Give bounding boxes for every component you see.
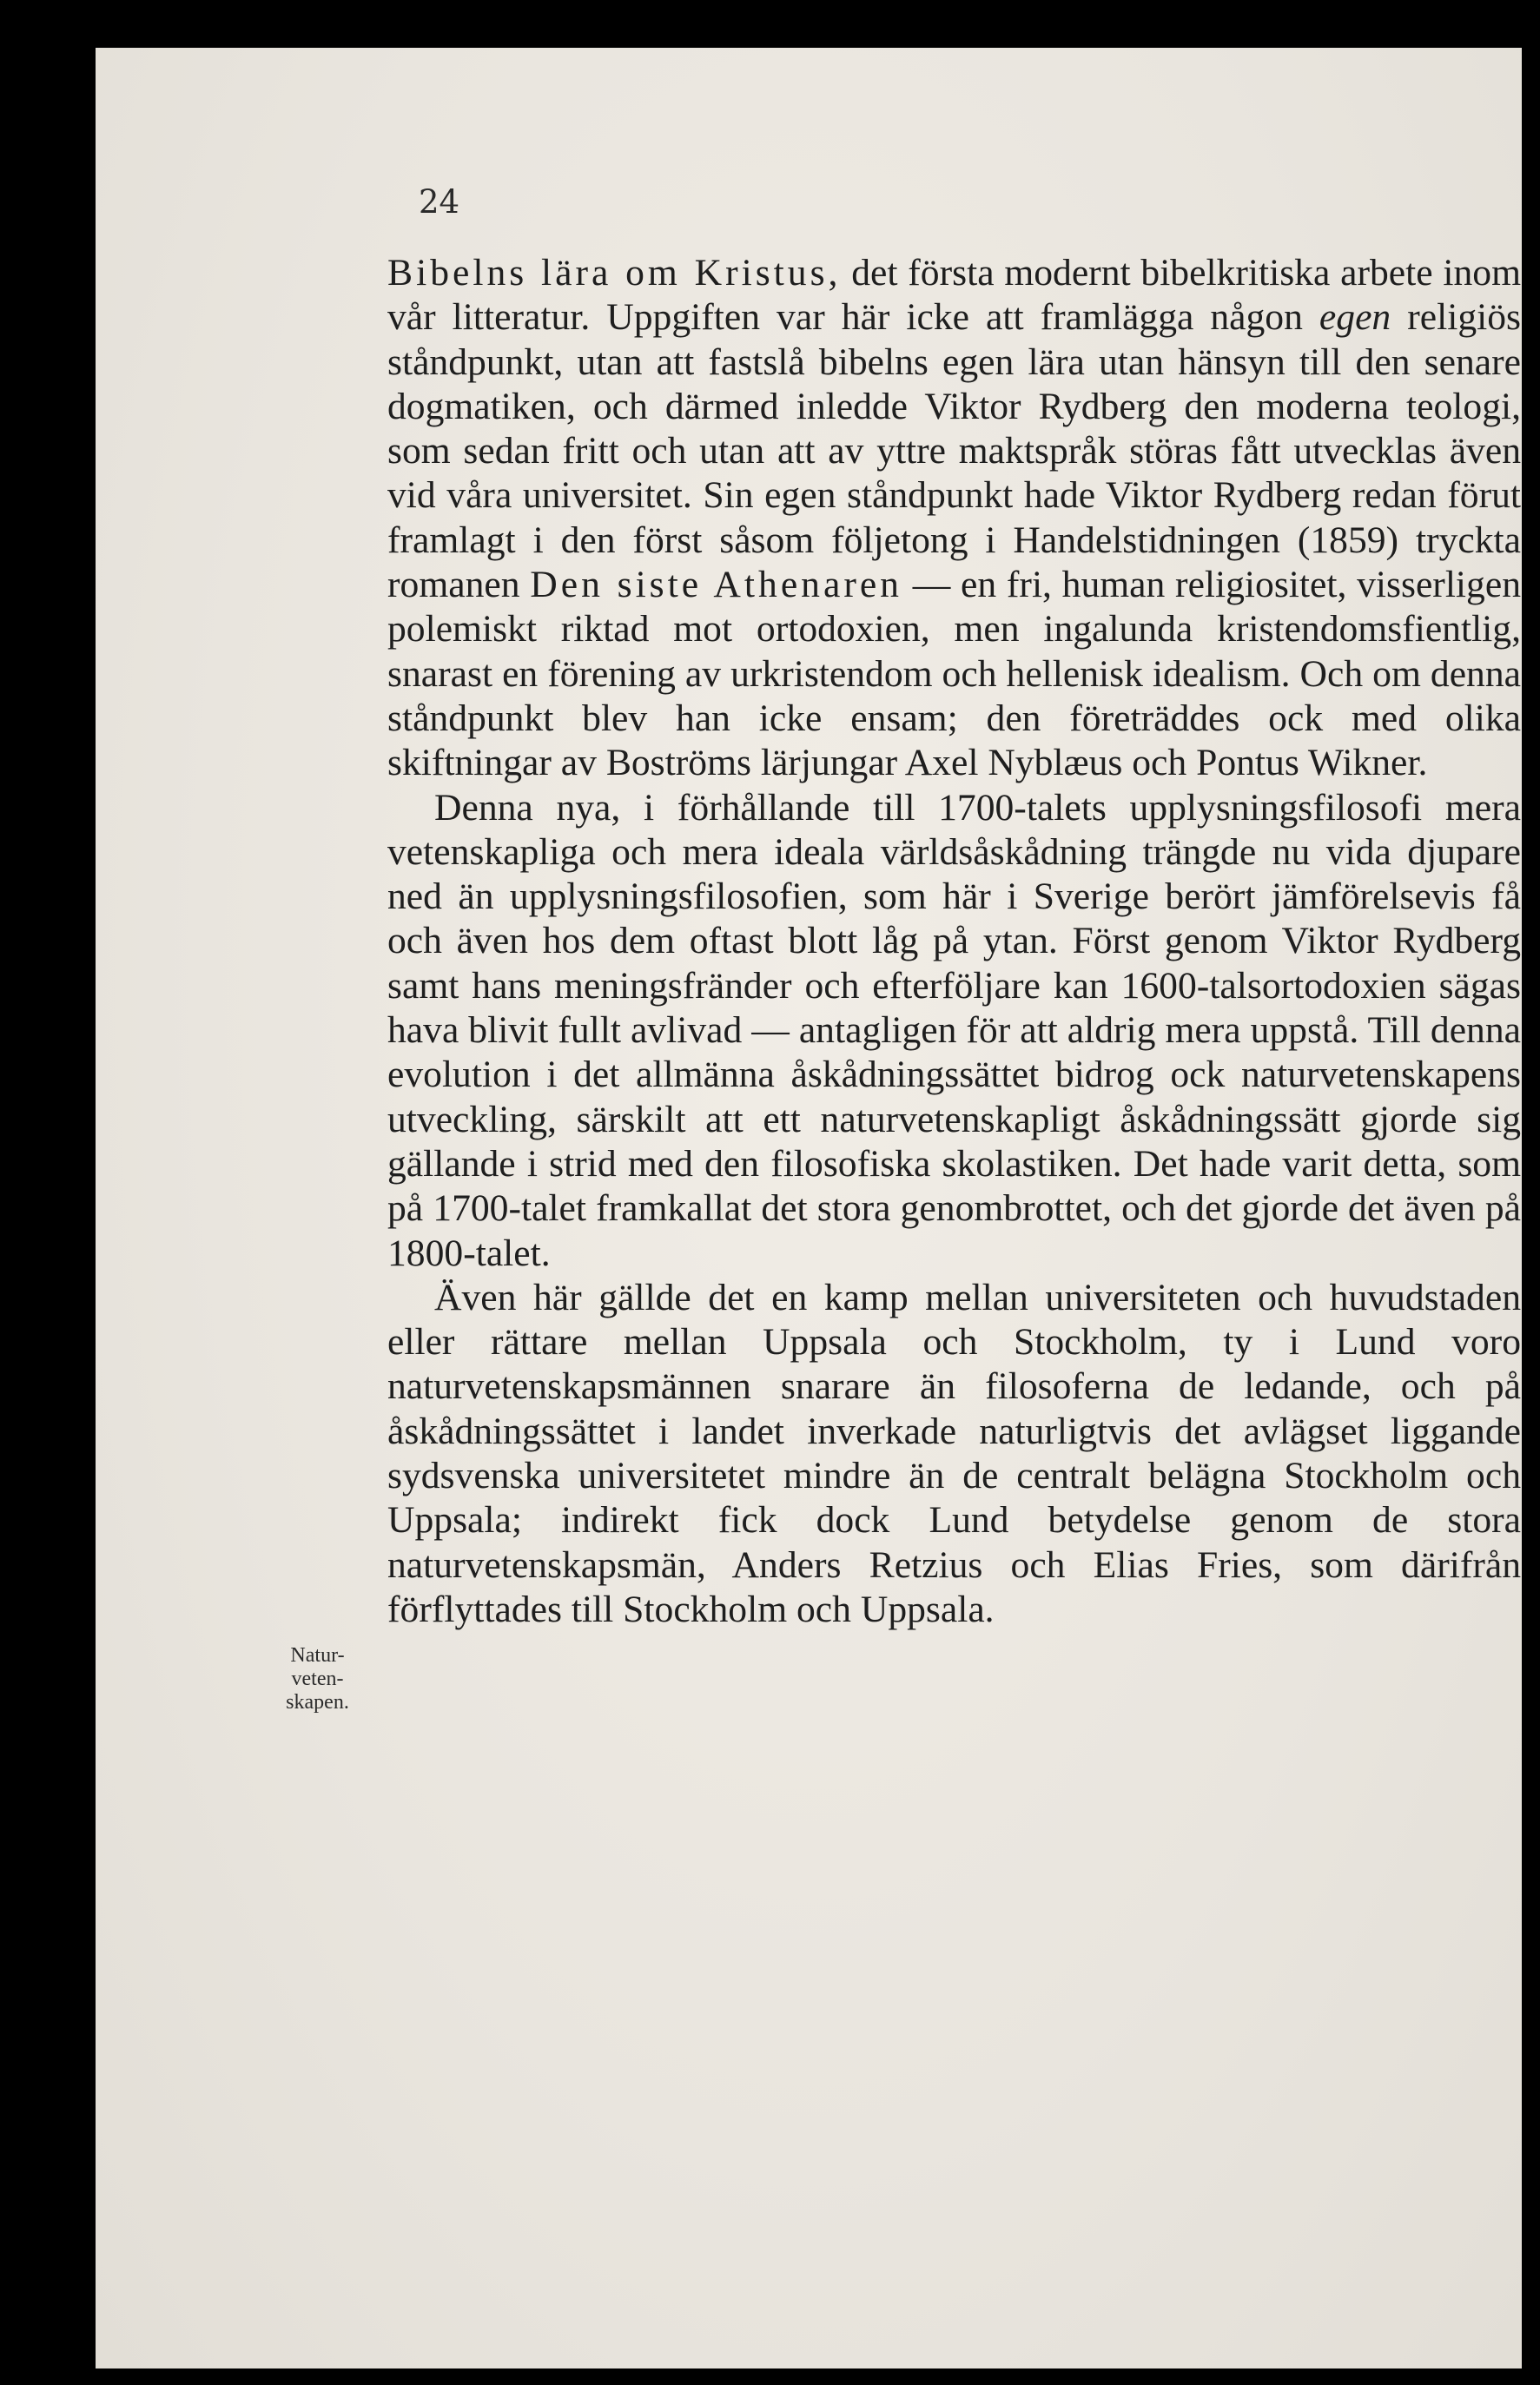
margin-note-line: Natur-: [290, 1644, 345, 1667]
margin-note-line: skapen.: [286, 1691, 349, 1714]
spaced-title: Bibelns lära om Kristus,: [387, 252, 842, 294]
paragraph-2: Denna nya, i förhållande till 1700-talets upplysningsfilosofi mera vetenskapliga och mera ideala världsåskådning trängde nu vida djupare ned än upplysningsfilosofien, som här i Sverige berört jämförelsevis få och även hos dem oftast blott låg på ytan. Först genom Viktor Rydberg samt hans meningsfränder och efterföljare kan 1600-talsortodoxien sägas hava blivit fullt avlivad — antagligen för att aldrig mera uppstå. Till denna evolution i det allmänna åskådningssättet bidrog ock naturvetenskapens utveckling, särskilt att ett naturvetenskapligt åskådningssätt gjorde sig gällande i strid med den filosofiska skolastiken. Det hade varit detta, som på 1700-talet framkallat det stora genombrottet, och det gjorde det även på 1800-talet.: [387, 786, 1521, 1274]
paragraph-1: [387, 251, 1521, 786]
paragraph-3: Även här gällde det en kamp mellan universiteten och huvudstaden eller rättare mellan Uppsala och Stockholm, ty i Lund voro naturvetenskapsmännen snarare än filosoferna de ledande, och på åskådningssättet i landet inverkade naturligtvis det avlägset liggande sydsvenska universitetet mindre än de centralt belägna Stockholm och Uppsala; indirekt fick dock Lund betydelse genom de stora naturvetenskapsmän, Anders Retzius och Elias Fries, som därifrån förflyttades till Stockholm och Uppsala.: [387, 1276, 1521, 1630]
text-run: religiös ståndpunkt, utan att fastslå bibelns egen lära utan hänsyn till den senare dogmatiken, och därmed inledde Viktor Rydberg den moderna teologi, som sedan fritt och utan att av yttre maktspråk störas fått utvecklas även vid våra universitet. Sin egen ståndpunkt hade Viktor Rydberg redan förut framlagt i den först såsom följetong i Handelstidningen (1859) tryckta romanen: [387, 296, 1521, 606]
emphasis: egen: [1319, 296, 1391, 339]
text-run: — en fri, human religiositet, visserligen polemiskt riktad mot ortodoxien, men ingalunda kristendomsfientlig, snarast en förening av urkristendom och hellenisk idealism. Och om denna ståndpunkt blev han icke ensam; den företräddes ock med olika skiftningar av Boströms lärjungar Axel Nyblæus och Pontus Wikner.: [387, 564, 1521, 784]
spaced-title: Den siste Athenaren: [530, 564, 902, 606]
text-run: det första modernt bibelkritiska arbete inom vår litteratur. Uppgiften var här icke att framlägga någon: [387, 252, 1521, 339]
body-text: [387, 251, 1521, 1632]
page-number: 24: [419, 183, 460, 221]
book-page: [96, 48, 1522, 2368]
margin-note: [268, 1644, 367, 1714]
margin-note-line: veten-: [291, 1668, 344, 1690]
